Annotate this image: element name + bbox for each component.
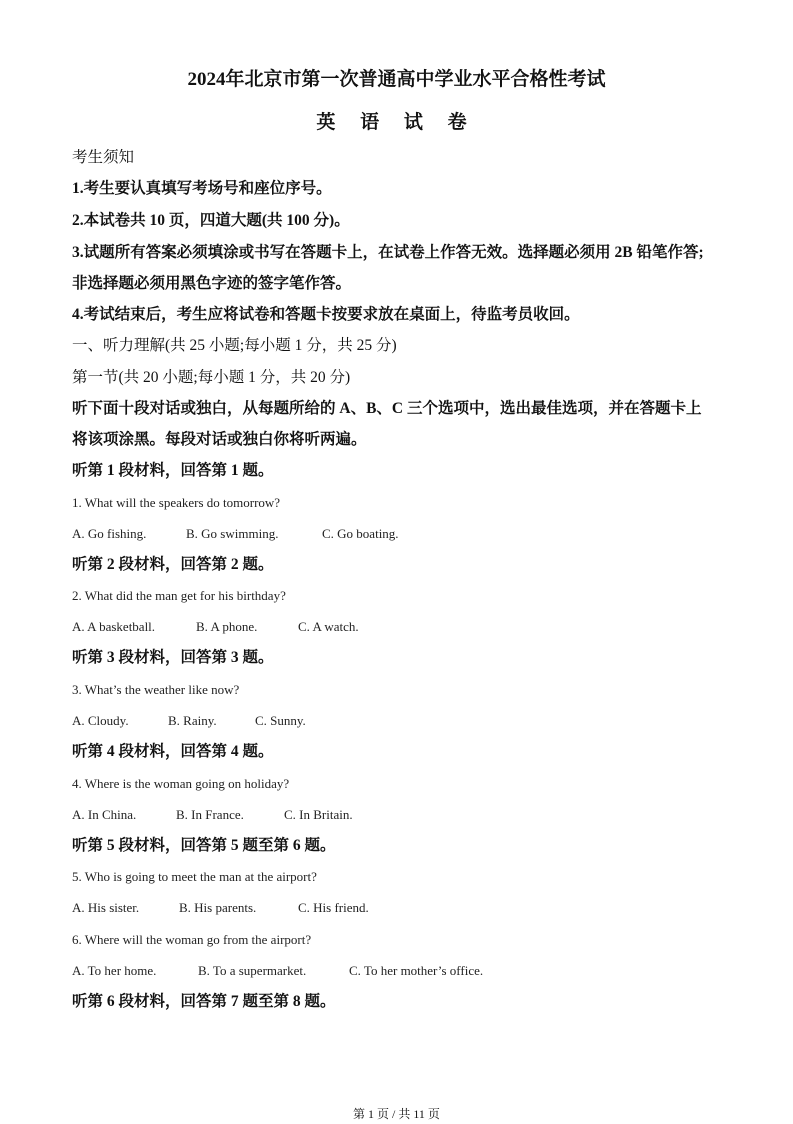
material-heading: 听第 5 段材料，回答第 5 题至第 6 题。 xyxy=(72,837,336,854)
notice-item: 2.本试卷共 10 页，四道大题(共 100 分)。 xyxy=(72,212,350,229)
option-c: C. To her mother’s office. xyxy=(349,963,484,978)
material-heading: 听第 2 段材料，回答第 2 题。 xyxy=(72,556,274,573)
option-b: B. His parents. xyxy=(179,900,257,915)
option-a: A. His sister. xyxy=(72,900,140,915)
instructions: 听下面十段对话或独白，从每题所给的 A、B、C 三个选项中，选出最佳选项，并在答题卡上 xyxy=(72,400,702,417)
question: 1. What will the speakers do tomorrow? xyxy=(72,495,281,510)
option-b: B. To a supermarket. xyxy=(198,963,307,978)
option-a: A. In China. xyxy=(72,807,137,822)
page-footer: 第 1 页 / 共 11 页 xyxy=(353,1107,440,1121)
question: 4. Where is the woman going on holiday? xyxy=(72,776,290,791)
option-c: C. His friend. xyxy=(298,900,369,915)
notice-item: 4.考试结束后，考生应将试卷和答题卡按要求放在桌面上，待监考员收回。 xyxy=(72,306,580,323)
option-a: A. Go fishing. xyxy=(72,526,147,541)
section-heading: 第一节(共 20 小题;每小题 1 分，共 20 分) xyxy=(72,369,351,386)
page-subtitle: 英 语 试 卷 xyxy=(316,112,477,133)
option-a: A. A basketball. xyxy=(72,619,156,634)
material-heading: 听第 4 段材料，回答第 4 题。 xyxy=(72,743,274,760)
option-b: B. Rainy. xyxy=(168,713,217,728)
material-heading: 听第 1 段材料，回答第 1 题。 xyxy=(72,462,274,479)
question: 3. What’s the weather like now? xyxy=(72,682,240,697)
question: 6. Where will the woman go from the airport? xyxy=(72,932,312,947)
material-heading: 听第 6 段材料，回答第 7 题至第 8 题。 xyxy=(72,993,336,1010)
instructions: 将该项涂黑。每段对话或独白你将听两遍。 xyxy=(72,431,367,448)
notice-item: 3.试题所有答案必须填涂或书写在答题卡上，在试卷上作答无效。选择题必须用 2B 铅笔作答; xyxy=(72,244,704,261)
notice-item: 非选择题必须用黑色字迹的签字笔作答。 xyxy=(72,275,352,292)
page-title: 2024年北京市第一次普通高中学业水平合格性考试 xyxy=(187,69,606,90)
notice-item: 1.考生要认真填写考场号和座位序号。 xyxy=(72,180,332,197)
option-c: C. Sunny. xyxy=(255,713,306,728)
option-b: B. Go swimming. xyxy=(186,526,279,541)
option-c: C. In Britain. xyxy=(284,807,353,822)
option-a: A. To her home. xyxy=(72,963,157,978)
option-c: C. Go boating. xyxy=(322,526,399,541)
question: 2. What did the man get for his birthday? xyxy=(72,588,286,603)
option-a: A. Cloudy. xyxy=(72,713,129,728)
question: 5. Who is going to meet the man at the airport? xyxy=(72,869,317,884)
part-heading: 一、听力理解(共 25 小题;每小题 1 分，共 25 分) xyxy=(72,337,397,354)
notice-heading: 考生须知 xyxy=(72,149,135,166)
option-c: C. A watch. xyxy=(298,619,359,634)
material-heading: 听第 3 段材料，回答第 3 题。 xyxy=(72,649,274,666)
option-b: B. In France. xyxy=(176,807,244,822)
option-b: B. A phone. xyxy=(196,619,258,634)
